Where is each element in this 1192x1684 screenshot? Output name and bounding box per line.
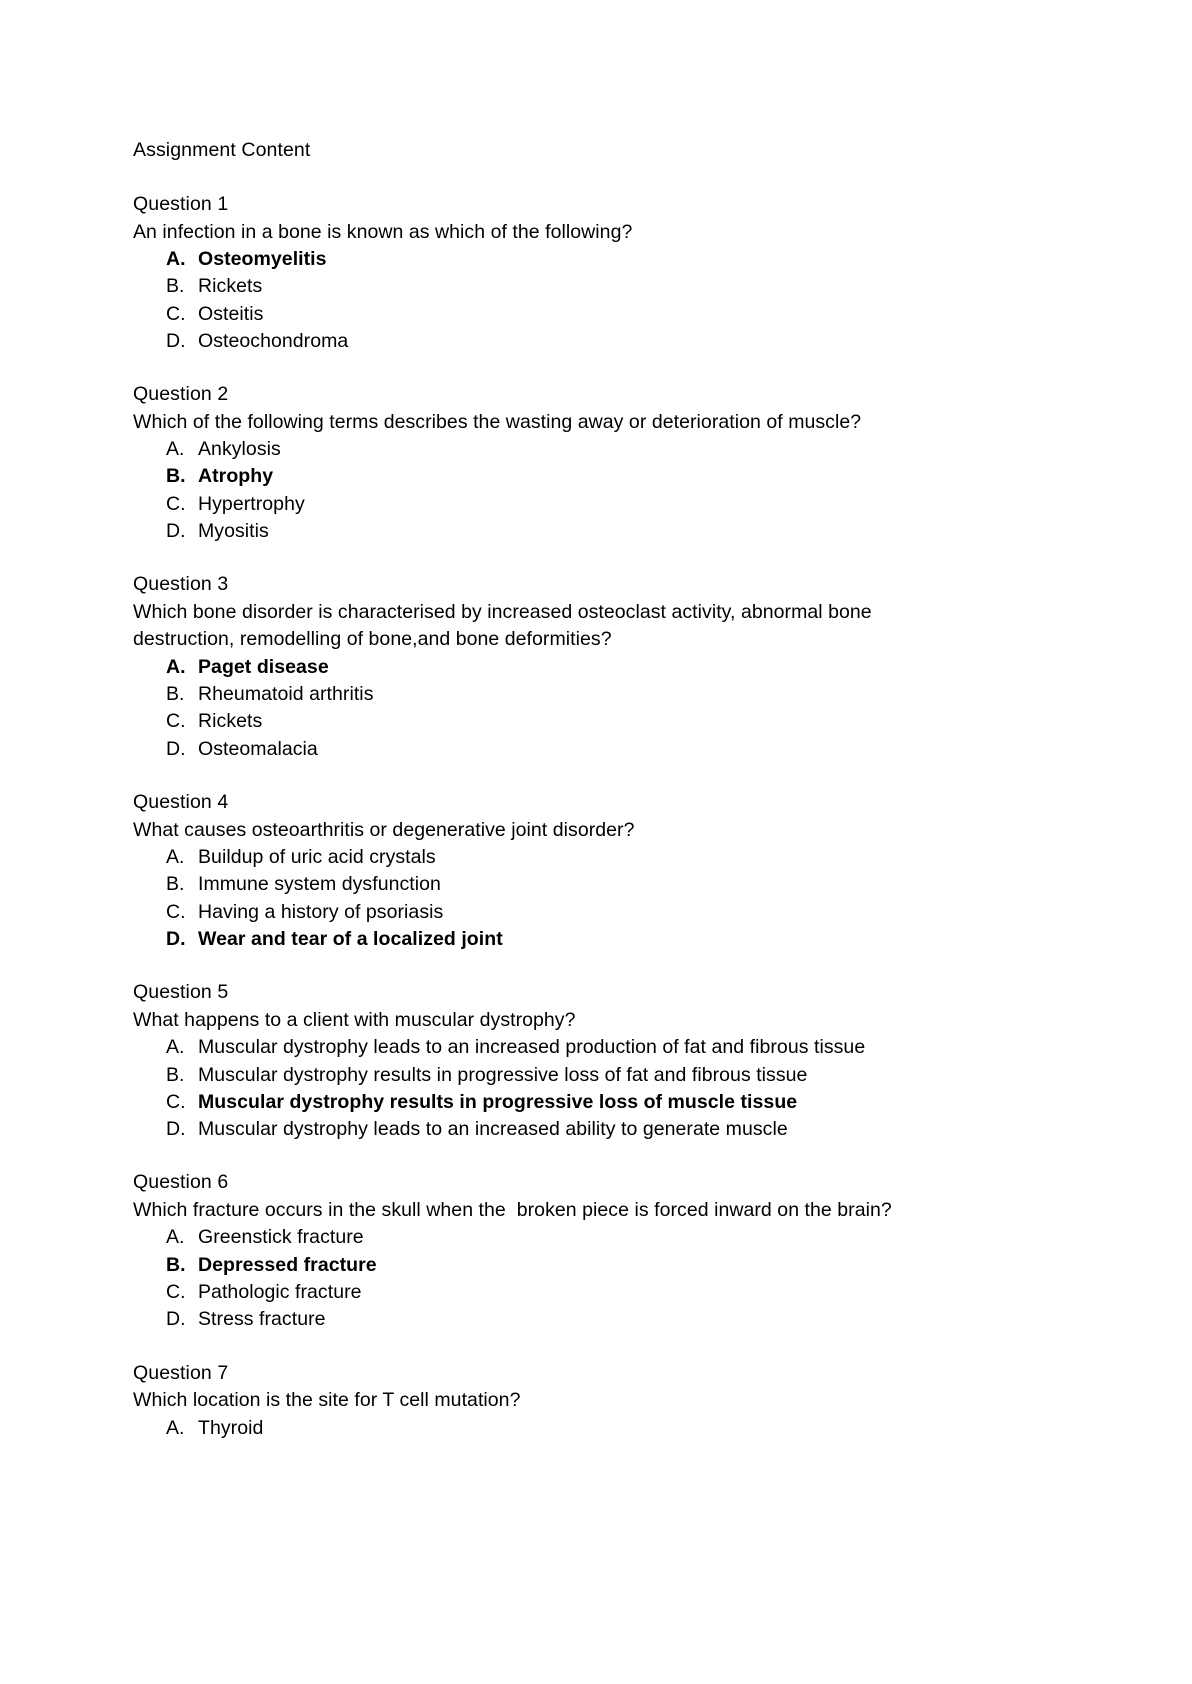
option-marker: A. (166, 1226, 185, 1249)
option-marker: D. (166, 329, 186, 352)
option-text: Myositis (198, 520, 269, 543)
question-stem: Which fracture occurs in the skull when the broken piece is forced inward on the brain? (133, 1198, 892, 1221)
option-text: Having a history of psoriasis (198, 900, 444, 923)
answer-option[interactable] (133, 708, 1072, 735)
question-stem: What causes osteoarthritis or degenerative joint disorder? (133, 818, 635, 841)
question-block (133, 381, 1072, 545)
question-block (133, 191, 1072, 355)
question-stem: Which of the following terms describes the wasting away or deterioration of muscle? (133, 410, 862, 433)
option-marker: C. (166, 302, 186, 325)
question-stem: What happens to a client with muscular dystrophy? (133, 1008, 576, 1031)
option-marker: A. (166, 846, 185, 869)
answer-option-list (133, 1224, 1072, 1333)
answer-option[interactable] (133, 1415, 1072, 1442)
option-text: Muscular dystrophy results in progressive loss of muscle tissue (198, 1090, 798, 1113)
option-text: Pathologic fracture (198, 1281, 362, 1304)
answer-option-list (133, 654, 1072, 763)
option-marker: D. (166, 520, 186, 543)
option-marker: B. (166, 683, 185, 706)
option-marker: A. (166, 1036, 185, 1059)
option-text: Hypertrophy (198, 492, 305, 515)
option-marker: C. (166, 1090, 186, 1113)
option-marker: A. (166, 655, 186, 678)
answer-option-list (133, 246, 1072, 355)
answer-option[interactable] (133, 1224, 1072, 1251)
answer-option[interactable] (133, 1306, 1072, 1333)
option-marker: B. (166, 1253, 186, 1276)
answer-option[interactable] (133, 328, 1072, 355)
option-text: Thyroid (198, 1416, 264, 1439)
answer-option[interactable] (133, 1279, 1072, 1306)
question-stem: An infection in a bone is known as which of the following? (133, 220, 633, 243)
option-marker: D. (166, 1308, 186, 1331)
question-label: Question 5 (133, 981, 229, 1004)
answer-option[interactable] (133, 491, 1072, 518)
option-text: Depressed fracture (198, 1253, 377, 1276)
option-text: Wear and tear of a localized joint (198, 927, 503, 950)
option-text: Greenstick fracture (198, 1226, 364, 1249)
answer-option[interactable] (133, 899, 1072, 926)
option-text: Osteitis (198, 302, 264, 325)
answer-option[interactable] (133, 301, 1072, 328)
option-text: Buildup of uric acid crystals (198, 846, 436, 869)
answer-option-list (133, 1415, 1072, 1442)
answer-option[interactable] (133, 1089, 1072, 1116)
question-stem: Which location is the site for T cell mutation? (133, 1389, 521, 1412)
option-marker: A. (166, 248, 186, 270)
option-text: Paget disease (198, 655, 329, 678)
answer-option[interactable] (133, 926, 1072, 953)
option-text: Osteomyelitis (198, 248, 327, 270)
option-marker: D. (166, 927, 186, 950)
question-block (133, 789, 1072, 953)
question-label: Question 1 (133, 193, 229, 215)
option-marker: B. (166, 465, 186, 488)
option-text: Muscular dystrophy results in progressive loss of fat and fibrous tissue (198, 1063, 808, 1086)
answer-option[interactable] (133, 1116, 1072, 1143)
option-text: Immune system dysfunction (198, 873, 441, 896)
option-marker: C. (166, 900, 186, 923)
option-marker: B. (166, 873, 185, 896)
question-block (133, 1169, 1072, 1333)
answer-option[interactable] (133, 518, 1072, 545)
answer-option-list (133, 1034, 1072, 1143)
option-text: Ankylosis (198, 438, 281, 461)
answer-option[interactable] (133, 681, 1072, 708)
option-text: Stress fracture (198, 1308, 326, 1331)
question-label: Question 6 (133, 1171, 229, 1194)
answer-option[interactable] (133, 463, 1072, 490)
answer-option[interactable] (133, 1062, 1072, 1089)
option-text: Atrophy (198, 465, 274, 488)
question-label: Question 2 (133, 383, 229, 406)
answer-option[interactable] (133, 844, 1072, 871)
answer-option[interactable] (133, 273, 1072, 300)
question-label: Question 3 (133, 573, 229, 596)
answer-option[interactable] (133, 436, 1072, 463)
option-marker: C. (166, 1281, 186, 1304)
page-title: Assignment Content (133, 139, 311, 161)
answer-option[interactable] (133, 736, 1072, 763)
option-text: Rickets (198, 275, 263, 298)
answer-option-list (133, 436, 1072, 545)
answer-option[interactable] (133, 654, 1072, 681)
option-marker: C. (166, 492, 186, 515)
answer-option[interactable] (133, 871, 1072, 898)
option-text: Muscular dystrophy leads to an increased ability to generate muscle (198, 1118, 788, 1141)
option-text: Osteomalacia (198, 737, 318, 760)
answer-option[interactable] (133, 1252, 1072, 1279)
option-marker: B. (166, 1063, 185, 1086)
question-block (133, 571, 1072, 763)
answer-option[interactable] (133, 246, 1072, 273)
question-label: Question 4 (133, 791, 229, 814)
question-block (133, 979, 1072, 1143)
option-text: Osteochondroma (198, 329, 349, 352)
option-marker: A. (166, 1416, 185, 1439)
answer-option-list (133, 844, 1072, 953)
question-label: Question 7 (133, 1361, 229, 1384)
option-marker: C. (166, 710, 186, 733)
question-block (133, 1360, 1072, 1442)
option-text: Muscular dystrophy leads to an increased production of fat and fibrous tissue (198, 1036, 866, 1059)
option-marker: D. (166, 737, 186, 760)
option-marker: D. (166, 1118, 186, 1141)
option-text: Rheumatoid arthritis (198, 683, 374, 706)
questions-container (133, 191, 1072, 1442)
answer-option[interactable] (133, 1034, 1072, 1061)
question-stem: Which bone disorder is characterised by increased osteoclast activity, abnormal bone destruction, remodelling of bone,and bone deformities? (133, 600, 878, 651)
option-marker: A. (166, 438, 185, 461)
option-marker: B. (166, 275, 185, 298)
option-text: Rickets (198, 710, 263, 733)
